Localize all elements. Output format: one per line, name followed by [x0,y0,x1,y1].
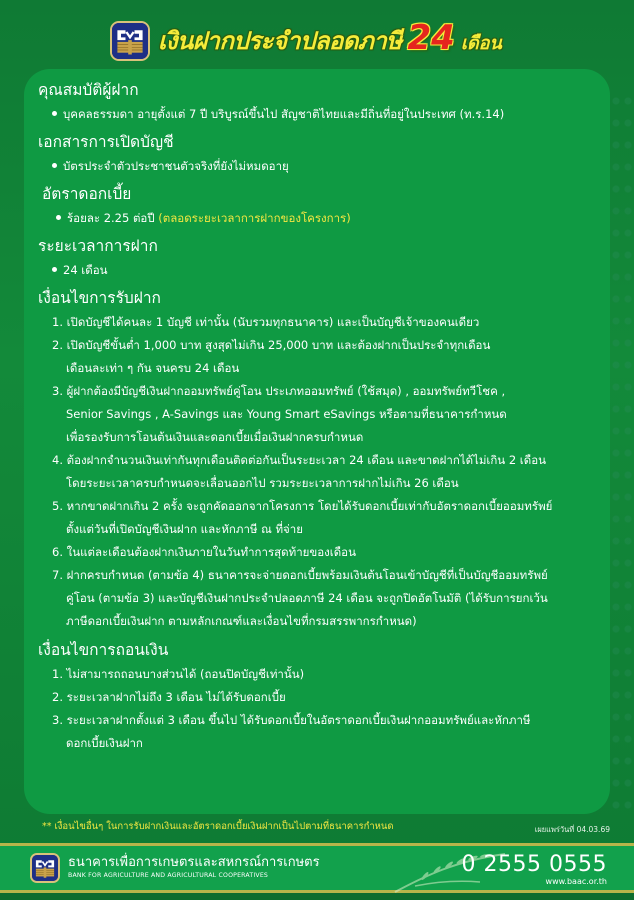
section-heading: เอกสารการเปิดบัญชี [38,133,174,151]
footnote: ** เงื่อนไขอื่นๆ ในการรับฝากเงินและอัตราดอกเบี้ยเงินฝากเป็นไปตามที่ธนาคารกำหนด [42,821,394,832]
withdrawal-item-1: 1. ไม่สามารถถอนบางส่วนได้ (ถอนปิดบัญชีเท่านั้น) [52,667,305,681]
website-link[interactable]: www.baac.or.th [545,877,607,886]
section-heading: อัตราดอกเบี้ย [42,185,132,203]
condition-item-3: 3. ผู้ฝากต้องมีบัญชีเงินฝากออมทรัพย์คู่โอน ประเภทออมทรัพย์ (ใช้สมุด) , ออมทรัพย์ทวีโชค , Senior Savings , A-Savings และ Young Smart eSavings หรือตามที่ธนาคารกำหนด เพื่อรองรับการโอนต้นเงินและดอกเบี้ยเมื่อเงินฝากครบกำหนด [52,384,507,444]
section-heading: เงื่อนไขการถอนเงิน [38,641,169,659]
bullet-icon [52,163,57,168]
phone-number: 0 2555 0555 [461,852,607,877]
condition-item-1: 1. เปิดบัญชีได้คนละ 1 บัญชี เท่านั้น (นับรวมทุกธนาคาร) และเป็นบัญชีเจ้าของคนเดียว [52,315,480,329]
interest-rate-note: (ตลอดระยะเวลาการฝากของโครงการ) [158,211,351,225]
bullet-icon [52,111,57,116]
baac-logo-icon [30,853,60,883]
bullet-item [42,207,596,229]
title-unit: เดือน [460,33,502,54]
bullet-icon [52,267,57,272]
condition-item-2: 2. เปิดบัญชีขั้นต่ำ 1,000 บาท สูงสุดไม่เกิน 25,000 บาท และต้องฝากเป็นประจำทุกเดือน เดือนละเท่า ๆ กัน จนครบ 24 เดือน [52,338,491,375]
section-heading: เงื่อนไขการรับฝาก [38,289,161,307]
title-main: เงินฝากประจำปลอดภาษี [158,27,402,55]
withdrawal-item-2: 2. ระยะเวลาฝากไม่ถึง 3 เดือน ไม่ได้รับดอกเบี้ย [52,690,286,704]
section-term [38,235,596,281]
title-number: 24 [407,18,455,58]
bullet-item: บุคคลธรรมดา อายุตั้งแต่ 7 ปี บริบูรณ์ขึ้นไป สัญชาติไทยและมีถิ่นที่อยู่ในประเทศ (ท.ร.14) [38,103,596,125]
decorative-dots [610,90,634,810]
page-title [158,18,502,62]
bottom-strip [0,893,634,900]
section-deposit-conditions [38,287,596,633]
condition-item-5: 5. หากขาดฝากเกิน 2 ครั้ง จะถูกคัดออกจากโครงการ โดยได้รับดอกเบี้ยเท่ากับอัตราดอกเบี้ยออมทรัพย์ ตั้งแต่วันที่เปิดบัญชีเงินฝาก และหักภาษี ณ ที่จ่าย [52,499,553,536]
footer-bar [0,843,634,893]
publish-date: เผยแพร่วันที่ 04.03.69 [534,825,610,834]
condition-item-4: 4. ต้องฝากจำนวนเงินเท่ากันทุกเดือนติดต่อกันเป็นระยะเวลา 24 เดือน และขาดฝากได้ไม่เกิน 2 เดือน โดยระยะเวลาครบกำหนดจะเลื่อนออกไป รวมระยะเวลาการฝากไม่เกิน 26 เดือน [52,453,546,490]
section-heading: คุณสมบัติผู้ฝาก [38,81,139,99]
section-qualification [38,79,596,125]
bank-name-th: ธนาคารเพื่อการเกษตรและสหกรณ์การเกษตร [68,855,320,870]
bullet-item: 24 เดือน [38,259,596,281]
section-interest [38,183,596,229]
bank-name [68,855,320,881]
header [0,0,634,68]
section-documents [38,131,596,177]
interest-rate: ร้อยละ 2.25 ต่อปี [67,211,155,225]
section-withdrawal-conditions [38,639,596,755]
withdrawal-item-3: 3. ระยะเวลาฝากตั้งแต่ 3 เดือน ขึ้นไป ได้รับดอกเบี้ยในอัตราดอกเบี้ยเงินฝากออมทรัพย์และหักภาษี ดอกเบี้ยเงินฝาก [52,713,531,750]
bullet-item: บัตรประจำตัวประชาชนตัวจริงที่ยังไม่หมดอายุ [38,155,596,177]
section-heading: ระยะเวลาการฝาก [38,237,158,255]
baac-logo-icon [110,21,150,61]
info-card [24,69,610,814]
condition-item-6: 6. ในแต่ละเดือนต้องฝากเงินภายในวันทำการสุดท้ายของเดือน [52,545,356,559]
bank-name-en: BANK FOR AGRICULTURE AND AGRICULTURAL COOPERATIVES [68,872,269,879]
condition-item-7: 7. ฝากครบกำหนด (ตามข้อ 4) ธนาคารจะจ่ายดอกเบี้ยพร้อมเงินต้นโอนเข้าบัญชีที่เป็นบัญชีออมทรัพย์ คู่โอน (ตามข้อ 3) และบัญชีเงินฝากประจำปลอดภาษี 24 เดือน จะถูกปิดอัตโนมัติ (ได้รับการยกเว้น ภาษีดอกเบี้ยเงินฝาก ตามหลักเกณฑ์และเงื่อนไขที่กรมสรรพากรกำหนด) [52,568,548,628]
bullet-icon [56,215,61,220]
